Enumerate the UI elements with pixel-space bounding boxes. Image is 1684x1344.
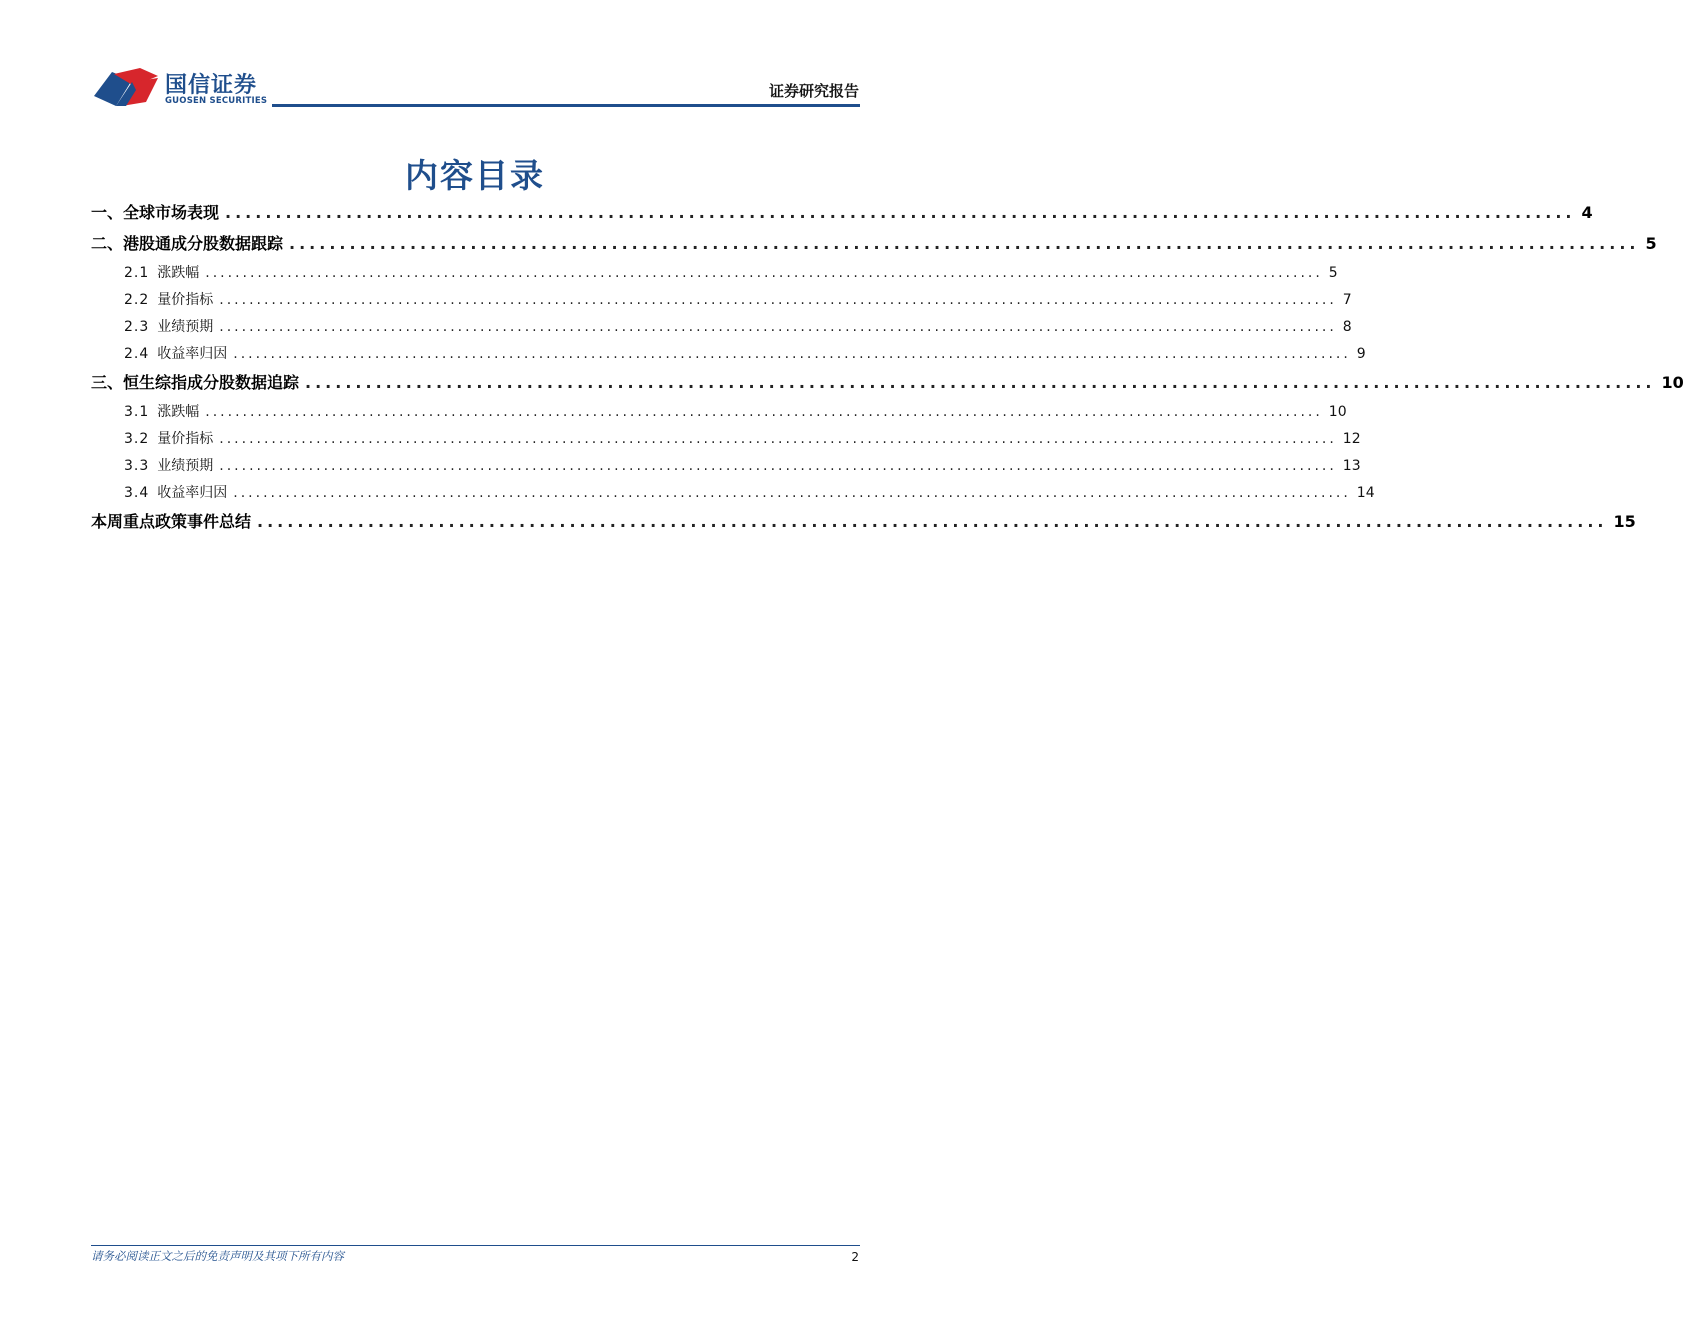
toc-entry-label: 业绩预期: [157, 319, 214, 335]
toc-entry-page: 7: [1342, 292, 1352, 308]
toc-entry-policy-events[interactable]: [91, 509, 1636, 540]
toc-leader-dots: ......................................................................................................................................: [257, 512, 1608, 531]
toc-leader-dots: ......................................................................................................................................................: [233, 485, 1351, 501]
toc-leader-dots: ......................................................................................................................................................: [233, 346, 1351, 362]
toc-entry-label: 业绩预期: [157, 458, 214, 474]
toc-entry-2-3[interactable]: [91, 316, 1352, 343]
page-header: [0, 0, 950, 115]
toc-entry-number: 2.2: [124, 292, 150, 308]
toc-entry-page: 5: [1328, 265, 1338, 281]
toc-entry-2-4[interactable]: [91, 343, 1366, 370]
toc-entry-label: 量价指标: [157, 292, 214, 308]
toc-entry-label: 二、港股通成分股数据跟踪: [91, 234, 284, 253]
toc-leader-dots: ......................................................................................................................................................: [219, 431, 1337, 447]
footer-disclaimer: 请务必阅读正文之后的免责声明及其项下所有内容: [91, 1249, 344, 1263]
toc-entry-3-1[interactable]: [91, 401, 1347, 428]
toc-entry-number: 3.3: [124, 458, 150, 474]
toc-entry-page: 5: [1645, 234, 1657, 253]
toc-entry-2-2[interactable]: [91, 289, 1352, 316]
toc-entry-number: 3.2: [124, 431, 150, 447]
toc-leader-dots: ......................................................................................................................................................: [219, 319, 1337, 335]
toc-entry-label: 收益率归因: [157, 485, 228, 501]
toc-entry-page: 14: [1356, 485, 1375, 501]
toc-leader-dots: ......................................................................................................................................: [305, 373, 1656, 392]
toc-entry-2-1[interactable]: [91, 262, 1338, 289]
toc-title: 内容目录: [405, 156, 545, 195]
footer-divider: [91, 1245, 860, 1246]
page-number: 2: [851, 1250, 859, 1264]
toc-entry-label: 收益率归因: [157, 346, 228, 362]
table-of-contents: [91, 200, 1684, 540]
toc-entry-label: 一、全球市场表现: [91, 203, 220, 222]
toc-entry-label: 涨跌幅: [157, 404, 200, 420]
toc-entry-hang-seng-composite[interactable]: [91, 370, 1684, 401]
guosen-logo-icon: [92, 66, 162, 110]
header-divider: [272, 104, 860, 107]
toc-entry-page: 15: [1613, 512, 1636, 531]
toc-entry-3-2[interactable]: [91, 428, 1361, 455]
toc-entry-page: 13: [1342, 458, 1361, 474]
toc-entry-page: 8: [1342, 319, 1352, 335]
toc-entry-label: 量价指标: [157, 431, 214, 447]
toc-leader-dots: ......................................................................................................................................................: [219, 292, 1337, 308]
company-logo: [92, 66, 292, 112]
toc-entry-page: 10: [1661, 373, 1684, 392]
toc-entry-page: 9: [1356, 346, 1366, 362]
toc-leader-dots: ......................................................................................................................................................: [205, 404, 1323, 420]
toc-entry-number: 2.3: [124, 319, 150, 335]
toc-entry-3-4[interactable]: [91, 482, 1375, 509]
toc-leader-dots: ......................................................................................................................................: [225, 203, 1576, 222]
toc-entry-label: 本周重点政策事件总结: [91, 512, 252, 531]
toc-entry-page: 10: [1328, 404, 1347, 420]
logo-chinese-name: 国信证券: [165, 73, 258, 98]
toc-entry-label: 涨跌幅: [157, 265, 200, 281]
toc-entry-hk-connect[interactable]: [91, 231, 1657, 262]
toc-entry-3-3[interactable]: [91, 455, 1361, 482]
toc-entry-page: 12: [1342, 431, 1361, 447]
toc-entry-global-market[interactable]: [91, 200, 1593, 231]
toc-leader-dots: ......................................................................................................................................: [289, 234, 1640, 253]
toc-entry-page: 4: [1581, 203, 1593, 222]
toc-leader-dots: ......................................................................................................................................................: [219, 458, 1337, 474]
toc-entry-number: 2.4: [124, 346, 150, 362]
toc-entry-label: 三、恒生综指成分股数据追踪: [91, 373, 300, 392]
toc-leader-dots: ......................................................................................................................................................: [205, 265, 1323, 281]
toc-entry-number: 3.4: [124, 485, 150, 501]
report-type-label: 证券研究报告: [768, 82, 859, 100]
toc-entry-number: 3.1: [124, 404, 150, 420]
toc-entry-number: 2.1: [124, 265, 150, 281]
logo-english-name: GUOSEN SECURITIES: [165, 96, 268, 106]
